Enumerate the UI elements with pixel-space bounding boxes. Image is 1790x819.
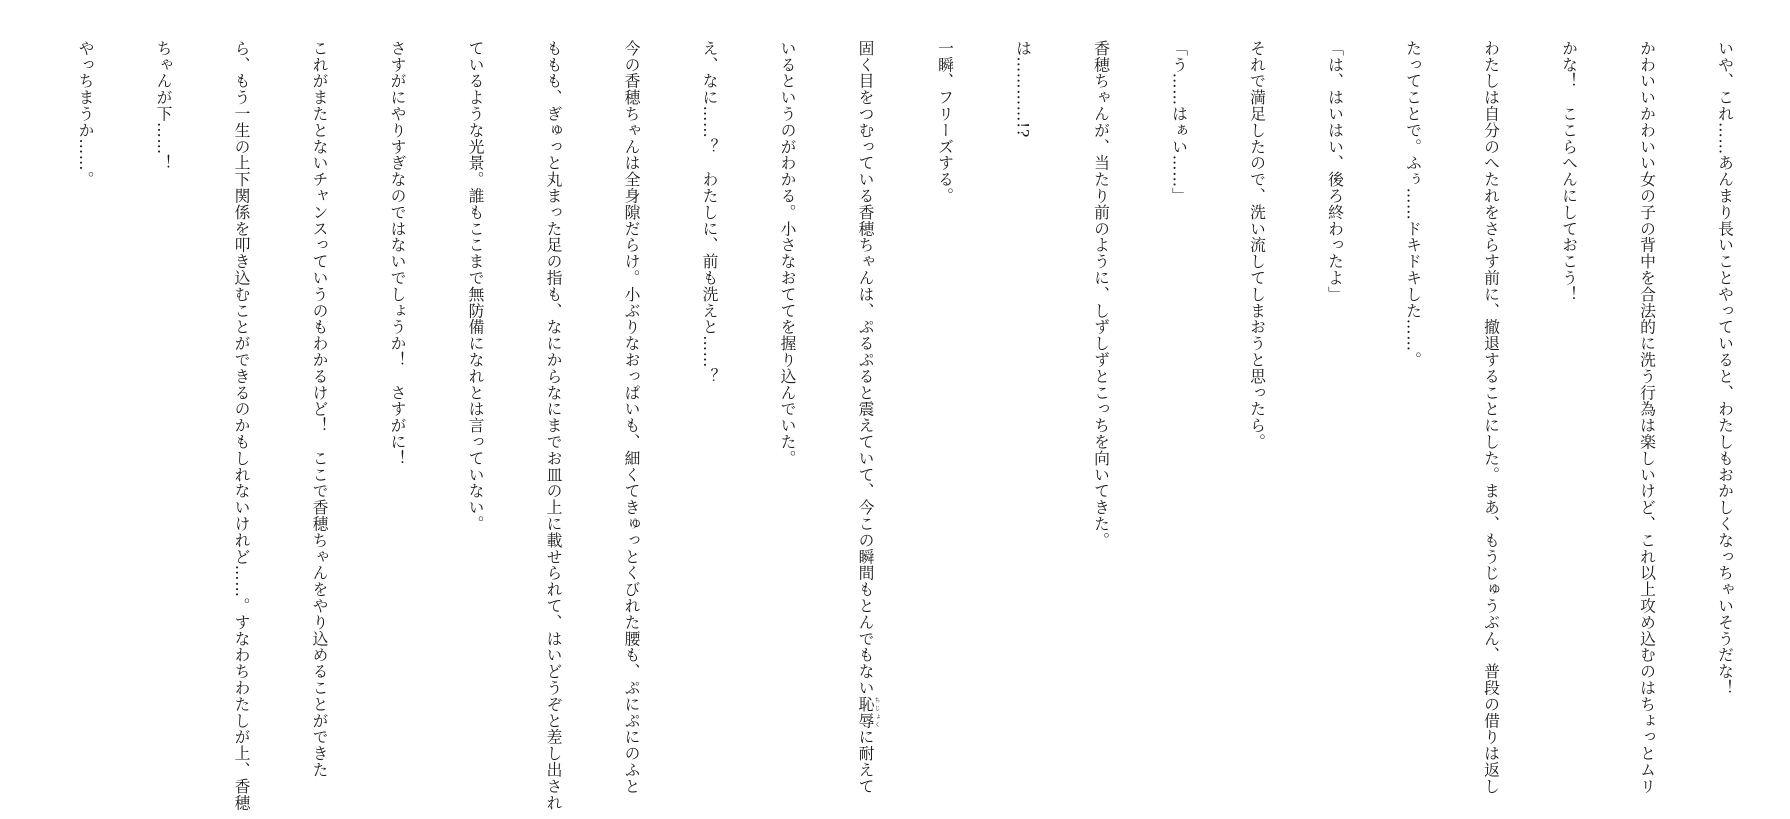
text-line: ているような光景。誰もここまで無防備になれとは言っていない。 [466,40,485,532]
text-segment: 固く目をつむっている香穂ちゃんは、ぷるぷると震えていて、今この瞬間もとんでもない [856,40,875,696]
text-line: わたしは自分のへたれをさらす前に、撤退することにした。まあ、もうじゅうぶん、普段の借りは返し [1481,40,1501,795]
text-line: これがまたとないチャンスっていうのもわかるけど！ ここで香穂ちゃんをやり込めることができた [310,40,329,778]
text-line: ちゃんが下……！ [154,40,173,172]
text-line: 「う……はぁい……」 [1169,40,1189,204]
ruby-reading: ちじょく [873,696,880,729]
text-line-with-ruby [852,40,880,807]
text-line: かな！ ここらへんにしておこう！ [1559,40,1579,303]
text-line: たってことで。ふぅ……ドキドキした……。 [1403,40,1423,368]
text-line: いるというのがわかる。小さなおててを握り込んでいた。 [778,40,797,467]
vertical-text-block [20,40,1790,811]
text-line: いや、これ……あんまり長いことやっていると、わたしもおかしくなっちゃいそうだな！ [1715,40,1735,696]
text-line: 今の香穂ちゃんは全身隙だらけ。小ぶりなおっぱいも、細くてきゅっとくびれた腰も、ぷにぷにのふと [622,40,641,795]
ruby-annotation: 恥辱ちじょく [856,696,880,729]
text-line: 「は、はいはい、後ろ終わったよ」 [1325,40,1345,303]
text-line: さすがにやりすぎなのではないでしょうか！ さすがに！ [388,40,407,467]
text-line: それで満足したので、洗い流してしまおうと思ったら。 [1247,40,1267,450]
text-line: 香穂ちゃんが、当たり前のように、しずしずとこっちを向いてきた。 [1091,40,1111,549]
text-line: ももも、ぎゅっと丸まった足の指も、なにからなにまでお皿の上に載せられて、はいどうぞと差し出され [544,40,563,811]
text-line: 一瞬、フリーズする。 [935,40,955,204]
text-line: やっちまうか……。 [76,40,95,188]
text-line: ら、もう一生の上下関係を叩き込むことができるのかもしれないけれど……。すなわちわたしが上、香穂 [232,40,251,811]
text-segment: に耐えて [856,728,875,795]
text-line: かわいいかわいい女の子の背中を合法的に洗う行為は楽しいけど、これ以上攻め込むのはちょっとムリ [1637,40,1657,795]
text-line: え、なに……？ わたしに、前も洗えと……？ [700,40,719,385]
text-line: は…………!? [1013,40,1033,139]
